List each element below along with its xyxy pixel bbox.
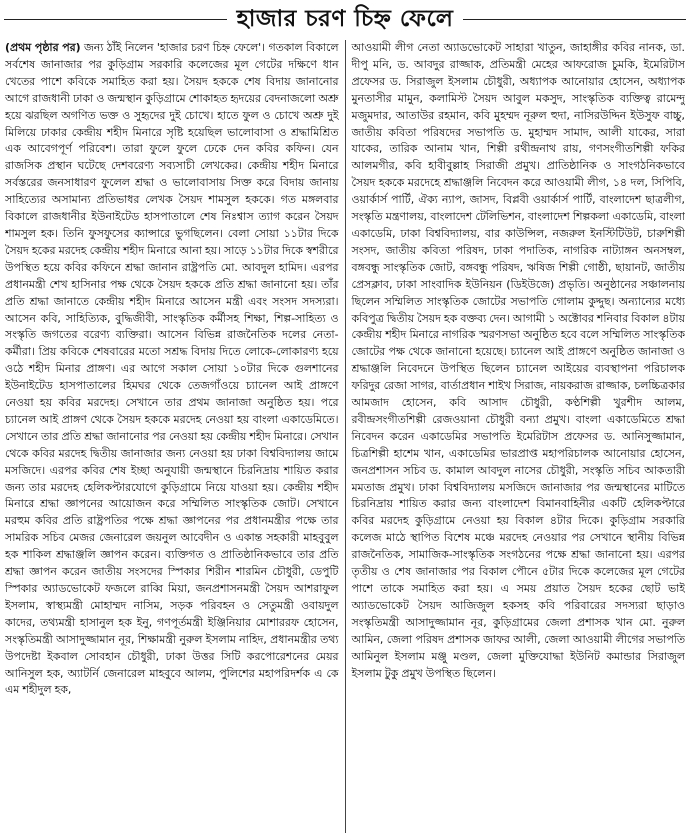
paragraph-left [5,40,339,699]
article-columns [5,40,685,833]
headline: হাজার চরণ চিহ্ন ফেলে [227,4,464,34]
continuation-tag: (প্রথম পৃষ্ঠার পর) [5,41,81,54]
article-column-right [346,40,686,833]
article-column-left [5,40,346,833]
article-text-left: জন্য ঠাঁই নিলেন 'হাজার চরণ চিহ্ন ফেলে'। গতকাল বিকালে সর্বশেষ জানাজার পর কুড়িগ্রাম সরকারি কলেজের মূল গেটের দক্ষিণে ধান খেতের পাশে কবিকে সমাহিত করা হয়। সৈয়দ হককে শেষ বিদায় জানানোর আগে রাজধানী ঢাকা ও জন্মস্থান কুড়িগ্রামে শোকাহত হৃদয়ের বেদনাজলো অশ্রু হয়ে ঝরছিল অগণিত ভক্ত ও সুহৃদের দুই চোখে। হাতে ফুল ও চোখে অশ্রু দুই মিলিয়ে ঢাকার কেন্দ্রীয় শহীদ মিনারে সৃষ্টি হয়েছিল ভালোবাসা ও শ্রদ্ধামিশ্রিত এক আবেগপূর্ণ পরিবেশ। তারা ফুলে ফুলে ঢেকে দেন কবির কফিন। যেন রাজসিক প্রস্থান ঘটেছে দেশবরেণ্য সব্যসাচী লেখকের। কেন্দ্রীয় শহীদ মিনারে সর্বস্তরের জনসাধারণ ফুলেল শ্রদ্ধা ও ভালোবাসায় সিক্ত করে বিদায় জানায় সাহিত্যের অসামান্য প্রতিভাধর লেখক সৈয়দ শামসুল হককে। গত মঙ্গলবার বিকালে রাজধানীর ইউনাইটেড হাসপাতালে শেষ নিঃশ্বাস ত্যাগ করেন সৈয়দ শামসুল হক। তিনি ফুসফুসের ক্যান্সারে ভুগছিলেন। বেলা সোয়া ১১টার দিকে সৈয়দ হকের মরদেহ কেন্দ্রীয় শহীদ মিনারে আনা হয়। সাড়ে ১১টার দিকে স্বশরীরে উপস্থিত হয়ে কবির কফিনে শ্রদ্ধা জানান রাষ্ট্রপতি মো. আবদুল হামিদ। এরপর প্রধানমন্ত্রী শেখ হাসিনার পক্ষ থেকে সৈয়দ হককে প্রতি শ্রদ্ধা জানানো হয়। তাঁর প্রতি শ্রদ্ধা জানাতে কেন্দ্রীয় শহীদ মিনারে আসেন মন্ত্রী এবং সংসদ সদস্যরা। আসেন কবি, সাহিত্যিক, বুদ্ধিজীবী, সাংস্কৃতিক কর্মীসহ শিক্ষা, শিল্প-সাহিত্য ও সংস্কৃতি জগতের বরেণ্য ব্যক্তিরা। আসেন বিভিন্ন রাজনৈতিক দলের নেতা-কর্মীরা। প্রিয় কবিকে শেষবারের মতো সশ্রদ্ধ বিদায় দিতে লোকে-লোকারণ্য হয়ে ওঠে শহীদ মিনার প্রাঙ্গণ। এর আগে সকাল সোয়া ১০টার দিকে গুলশানের ইউনাইটেড হাসপাতালের হিমঘর থেকে তেজগাঁওয়ে চ্যানেল আই প্রাঙ্গণে নেওয়া হয় কবির মরদেহ। সেখানে তার প্রথম জানাজা অনুষ্ঠিত হয়। পরে চ্যানেল আই প্রাঙ্গণ থেকে সৈয়দ হককে মরদেহ নেওয়া হয় বাংলা একাডেমিতে। সেখানে তার প্রতি শ্রদ্ধা জানানোর পর নেওয়া হয় কেন্দ্রীয় শহীদ মিনারে। সেখান থেকে কবির মরদেহ দ্বিতীয় জানাজার জন্য নেওয়া হয় ঢাকা বিশ্ববিদ্যালয় জামে মসজিদে। এরপর কবির শেষ ইচ্ছা অনুযায়ী জন্মস্থানে চিরনিদ্রায় শায়িত করার জন্য তার মরদেহ হেলিকপ্টারযোগে কুড়িগ্রামে নিয়ে যাওয়া হয়। কেন্দ্রীয় শহীদ মিনারে শ্রদ্ধা জ্ঞাপনের আয়োজন করে সম্মিলিত সাংস্কৃতিক জোট। সেখানে মরহুম কবির প্রতি রাষ্ট্রপতির পক্ষে শ্রদ্ধা জ্ঞাপনের পর প্রধানমন্ত্রীর পক্ষে তার সামরিক সচিব মেজর জেনারেল জয়নুল আবেদীন ও একান্ত সহকারী মাহবুবুল হক শাকিল শ্রদ্ধাঞ্জলি জ্ঞাপন করেন। ব্যক্তিগত ও প্রাতিষ্ঠানিকভাবে তার প্রতি শ্রদ্ধা জ্ঞাপন করেন জাতীয় সংসদের স্পিকার শিরীন শারমিন চৌধুরী, ডেপুটি স্পিকার অ্যাডভোকেট ফজলে রাব্বি মিয়া, জনপ্রশাসনমন্ত্রী সৈয়দ আশরাফুল ইসলাম, স্বাস্থ্যমন্ত্রী মোহাম্মদ নাসিম, সড়ক পরিবহন ও সেতুমন্ত্রী ওবায়দুল কাদের, তথ্যমন্ত্রী হাসানুল হক ইনু, গণপূর্তমন্ত্রী ইঞ্জিনিয়ার মোশাররফ হোসেন, সংস্কৃতিমন্ত্রী আসাদুজ্জামান নূর, শিক্ষামন্ত্রী নুরুল ইসলাম নাহিদ, প্রধানমন্ত্রীর তথ্য উপদেষ্টা ইকবাল সোবহান চৌধুরী, ঢাকা উত্তর সিটি করপোরেশনের মেয়র আনিসুল হক, অ্যাটর্নি জেনারেল মাহবুবে আলম, পুলিশের মহাপরিদর্শক এ কে এম শহীদুল হক, [5,41,339,697]
article-text-right: আওয়ামী লীগ নেতা অ্যাডভোকেট সাহারা খাতুন, জাহাঙ্গীর কবির নানক, ডা. দীপু মনি, ড. আবদুর রাজ্জাক, প্রতিমন্ত্রী মেহের আফরোজ চুমকি, ইমেরিটাস প্রফেসর ড. সিরাজুল ইসলাম চৌধুরী, অধ্যাপক আনোয়ার হোসেন, অধ্যাপক মুনতাসীর মামুন, কলামিস্ট সৈয়দ আবুল মকসুদ, সাংস্কৃতিক ব্যক্তিত্ব রামেন্দু মজুমদার, আতাউর রহমান, কবি মুহম্মদ নূরুল হুদা, নাসিরউদ্দিন ইউসুফ বাচ্চু, জাতীয় কবিতা পরিষদের সভাপতি ড. মুহাম্মদ সামাদ, আলী যাকের, সারা যাকের, তারিক আনাম খান, শিল্পী রথীন্দ্রনাথ রায়, গণসংগীতশিল্পী ফকির আলমগীর, কবি হাবীবুল্লাহ সিরাজী প্রমুখ। প্রাতিষ্ঠানিক ও সাংগঠনিকভাবে সৈয়দ হককে মরদেহে শ্রদ্ধাঞ্জলি নিবেদন করে আওয়ামী লীগ, ১৪ দল, সিপিবি, ওয়ার্কার্স পার্টি, ঐক্য ন্যাপ, জাসদ, বিপ্লবী ওয়ার্কার্স পার্টি, বাংলাদেশ ছাত্রলীগ, সংস্কৃতি মন্ত্রণালয়, বাংলাদেশ টেলিভিশন, বাংলাদেশ শিল্পকলা একাডেমি, বাংলা একাডেমি, ঢাকা বিশ্ববিদ্যালয়, বার কাউন্সিল, নজরুল ইনস্টিটিউট, চারুশিল্পী সংসদ, জাতীয় কবিতা পরিষদ, ঢাকা পদাতিক, নাগরিক নাট্যাঙ্গন অনসম্বল, বঙ্গবন্ধু সাংস্কৃতিক জোট, বঙ্গবন্ধু পরিষদ, ঋষিজ শিল্পী গোষ্ঠী, ছায়ানট, জাতীয় প্রেসক্লাব, ঢাকা সাংবাদিক ইউনিয়ন (ডিইউজে) প্রভৃতি। অনুষ্ঠানের সঞ্চালনায় ছিলেন সম্মিলিত সাংস্কৃতিক জোটের সভাপতি গোলাম কুদ্দুছ। অন্যান্যের মধ্যে কবিপুত্র দ্বিতীয় সৈয়দ হক বক্তব্য দেন। আগামী ১ অক্টোবর শনিবার বিকাল ৪টায় কেন্দ্রীয় শহীদ মিনারে নাগরিক স্মরণসভা অনুষ্ঠিত হবে বলে সম্মিলিত সাংস্কৃতিক জোটের পক্ষ থেকে জানানো হয়েছে। চ্যানেল আই প্রাঙ্গণে অনুষ্ঠিত জানাজা ও শ্রদ্ধাঞ্জলি নিবেদনে উপস্থিত ছিলেন চ্যানেল আইয়ের ব্যবস্থাপনা পরিচালক ফরিদুর রেজা সাগর, বার্তাপ্রধান শাইখ সিরাজ, নায়করাজ রাজ্জাক, চলচ্চিত্রকার আমজাদ হোসেন, কবি আসাদ চৌধুরী, কণ্ঠশিল্পী খুরশীদ আলম, রবীন্দ্রসংগীতশিল্পী রেজওয়ানা চৌধুরী বন্যা প্রমুখ। বাংলা একাডেমিতে শ্রদ্ধা নিবেদন করেন একাডেমির সভাপতি ইমেরিটাস প্রফেসর ড. আনিসুজ্জামান, চিত্রশিল্পী হাশেম খান, একাডেমির ভারপ্রাপ্ত মহাপরিচালক আনোয়ার হোসেন, জনপ্রশাসন সচিব ড. কামাল আবদুল নাসের চৌধুরী, সংস্কৃতি সচিব আকতারী মমতাজ প্রমুখ। ঢাকা বিশ্ববিদ্যালয় মসজিদে জানাজার পর জন্মস্থানের মাটিতে চিরনিদ্রায় শায়িত করার জন্য বাংলাদেশ বিমানবাহিনীর একটি হেলিকপ্টারে কবির মরদেহ কুড়িগ্রামে নেওয়া হয় বিকাল ৪টার দিকে। কুড়িগ্রাম সরকারি কলেজ মাঠে স্থাপিত বিশেষ মঞ্চে মরদেহ নেওয়ার পর সেখানে স্থানীয় বিভিন্ন রাজনৈতিক, সামাজিক-সাংস্কৃতিক সংগঠনের পক্ষে শ্রদ্ধা জানানো হয়। এরপর তৃতীয় ও শেষ জানাজার পর বিকাল পৌনে ৫টার দিকে কলেজের মূল গেটের পাশে তাকে সমাহিত করা হয়। এ সময় প্রয়াত সৈয়দ হকের ছোট ভাই অ্যাডভোকেট সৈয়দ আজিজুল হকসহ কবি পরিবারের সদস্যরা ছাড়াও সংস্কৃতিমন্ত্রী আসাদুজ্জামান নূর, কুড়িগ্রামের জেলা প্রশাসক খান মো. নুরুল আমিন, জেলা পরিষদ প্রশাসক জাফর আলী, জেলা আওয়ামী লীগের সভাপতি আমিনুল ইসলাম মঞ্জু মণ্ডল, জেলা মুক্তিযোদ্ধা ইউনিট কমান্ডার সিরাজুল ইসলাম টুকু প্রমুখ উপস্থিত ছিলেন। [351,41,685,680]
headline-bar [4,4,686,34]
